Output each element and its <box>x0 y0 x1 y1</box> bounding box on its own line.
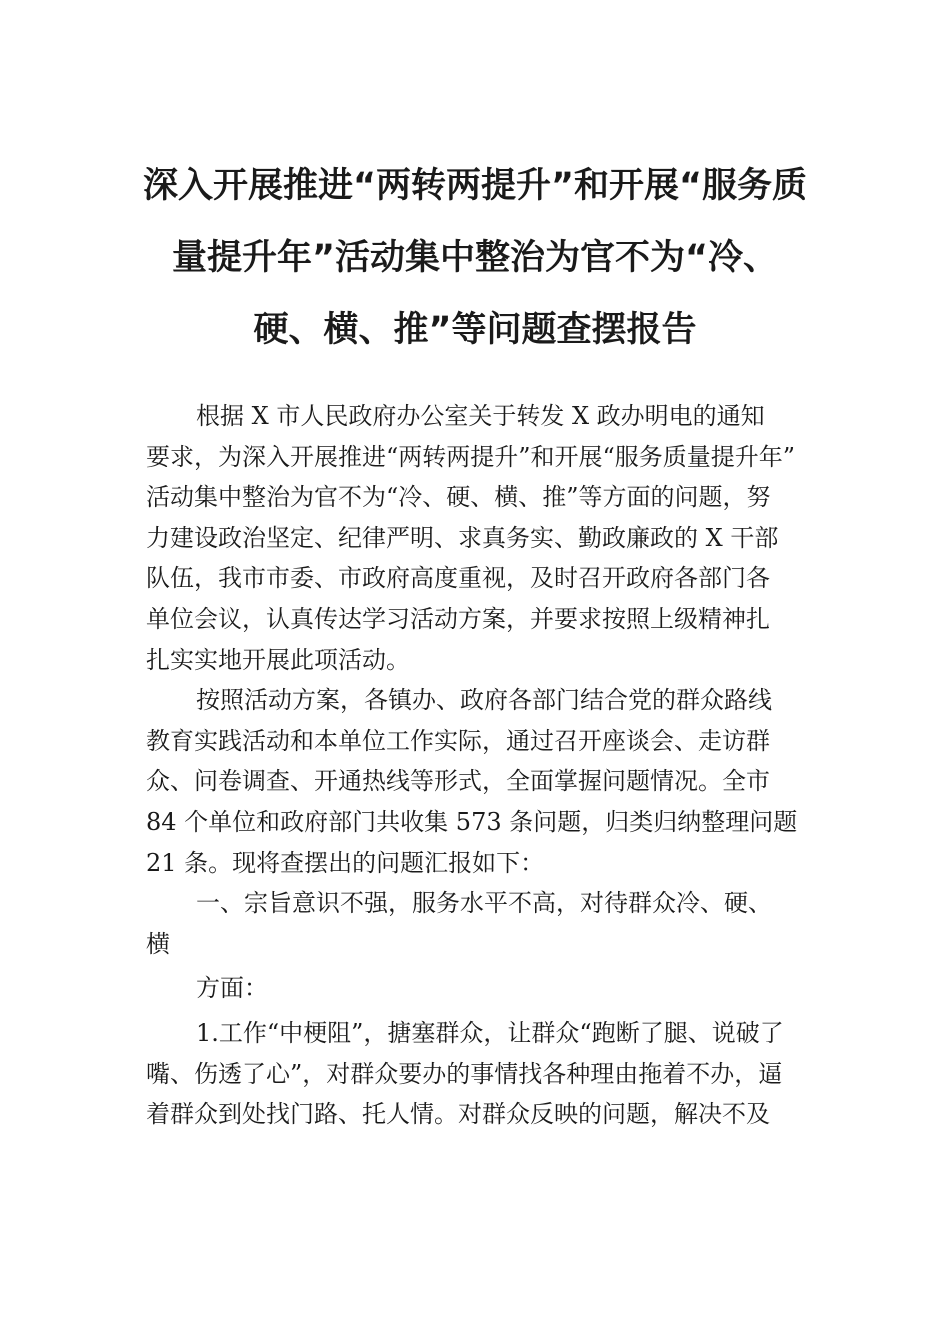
section-heading-1 <box>146 883 808 964</box>
paragraph-line: 教育实践活动和本单位工作实际，通过召开座谈会、走访群 <box>146 726 770 755</box>
paragraph-line: 一、宗旨意识不强，服务水平不高，对待群众冷、硬、 <box>196 889 772 918</box>
title-line-3: 硬、横、推”等问题查摆报告 <box>253 310 697 350</box>
paragraph-line: 力建设政治坚定、纪律严明、求真务实、勤政廉政的 X 干部 <box>146 523 779 552</box>
document-title <box>140 150 810 366</box>
paragraph-line: 队伍，我市市委、市政府高度重视，及时召开政府各部门各 <box>146 564 770 593</box>
section-heading-continuation <box>146 968 808 1009</box>
title-line-1: 深入开展推进“两转两提升”和开展“服务质 <box>142 166 807 206</box>
paragraph-line: 根据 X 市人民政府办公室关于转发 X 政办明电的通知 <box>196 402 765 430</box>
paragraph-line: 要求，为深入开展推进“两转两提升”和开展“服务质量提升年” <box>146 442 796 471</box>
paragraph-line: 扎实实地开展此项活动。 <box>146 645 410 674</box>
paragraph-line: 嘴、伤透了心”，对群众要办的事情找各种理由拖着不办，逼 <box>146 1059 783 1088</box>
paragraph-line: 1.工作“中梗阻”，搪塞群众，让群众“跑断了腿、说破了 <box>196 1018 784 1047</box>
paragraph-line: 84 个单位和政府部门共收集 573 条问题，归类归纳整理问题 <box>146 807 798 836</box>
paragraph-line: 众、问卷调查、开通热线等形式，全面掌握问题情况。全市 <box>146 767 770 796</box>
paragraph-line: 21 条。现将查摆出的问题汇报如下： <box>146 848 545 877</box>
title-line-2: 量提升年”活动集中整治为官不为“冷、 <box>171 238 778 278</box>
paragraph-line: 着群众到处找门路、托人情。对群众反映的问题，解决不及 <box>146 1100 770 1129</box>
paragraph-line: 方面： <box>196 974 268 1003</box>
paragraph-line: 活动集中整治为官不为“冷、硬、横、推”等方面的问题，努 <box>146 483 771 512</box>
paragraph-activity-plan <box>146 680 808 883</box>
paragraph-intro <box>146 396 808 680</box>
paragraph-line: 横 <box>146 929 170 958</box>
paragraph-line: 按照活动方案，各镇办、政府各部门结合党的群众路线 <box>196 686 772 715</box>
paragraph-item-1 <box>146 1013 808 1135</box>
paragraph-line: 单位会议，认真传达学习活动方案，并要求按照上级精神扎 <box>146 604 770 633</box>
document-body <box>146 396 808 1135</box>
